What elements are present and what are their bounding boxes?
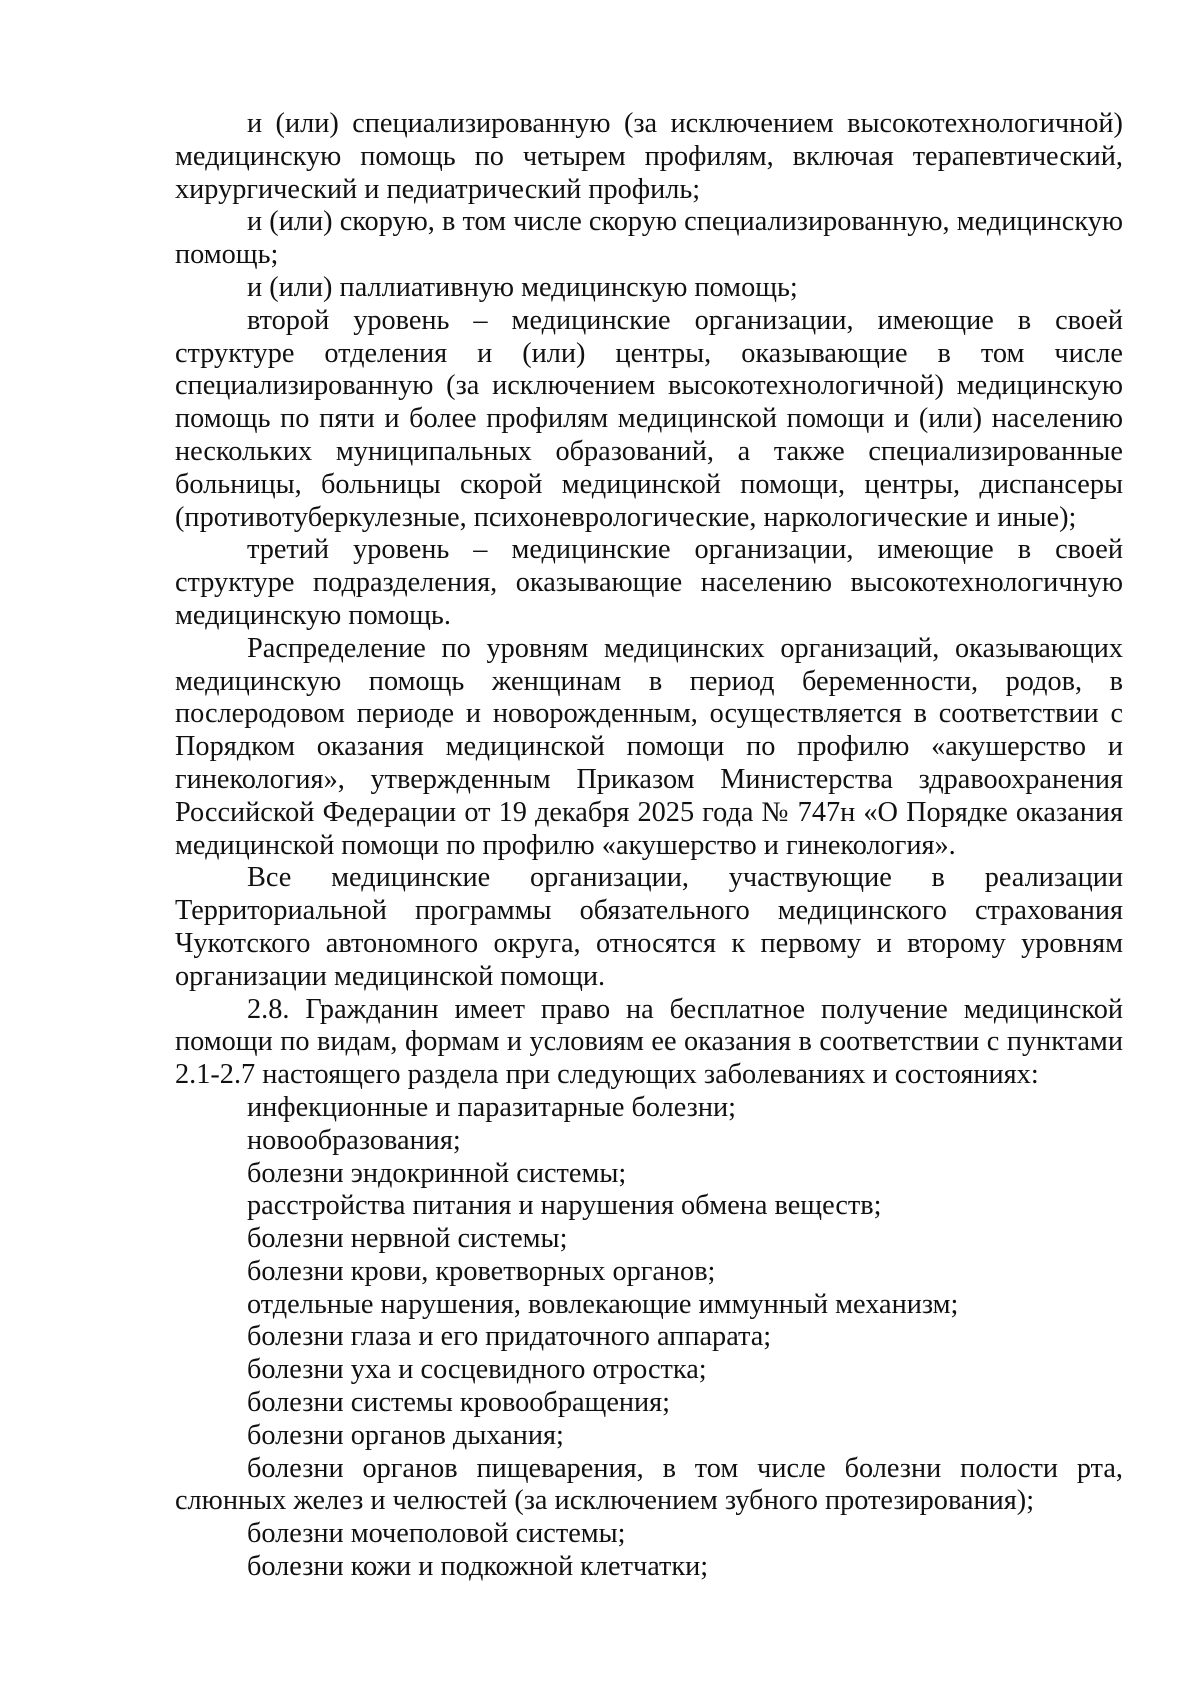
paragraph-emergency-care: и (или) скорую, в том числе скорую специализированную, медицинскую помощь; bbox=[175, 206, 1123, 271]
list-item: болезни органов дыхания; bbox=[247, 1419, 564, 1451]
paragraph-second-level: второй уровень – медицинские организации, имеющие в своей структуре отделения и (или) центры, оказывающие в том числе специализированную (за исключением высокотехнологичной) медицинскую помощь по пяти и более профилям медицинской помощи и (или) населению нескольких муниципальных образований, а также специализированные больницы, больницы скорой медицинской помощи, центры, диспансеры (противотуберкулезные, психоневрологические, наркологические и иные); bbox=[175, 304, 1123, 533]
paragraph-oms-organizations: Все медицинские организации, участвующие в реализации Территориальной программы обязательного медицинского страхования Чукотского автономного округа, относятся к первому и второму уровням организации медицинской помощи. bbox=[175, 862, 1123, 992]
list-item: болезни глаза и его придаточного аппарата; bbox=[247, 1321, 772, 1353]
list-item: болезни нервной системы; bbox=[247, 1223, 568, 1255]
list-item: расстройства питания и нарушения обмена веществ; bbox=[247, 1190, 882, 1222]
list-item: болезни крови, кроветворных органов; bbox=[247, 1255, 716, 1287]
diseases-list bbox=[175, 1092, 1123, 1584]
list-item: отдельные нарушения, вовлекающие иммунный механизм; bbox=[247, 1288, 959, 1320]
list-item: инфекционные и паразитарные болезни; bbox=[247, 1091, 736, 1123]
paragraph-palliative-care: и (или) паллиативную медицинскую помощь; bbox=[247, 271, 798, 303]
paragraph-specialized-care: и (или) специализированную (за исключением высокотехнологичной) медицинскую помощь по четырем профилям, включая терапевтический, хирургический и педиатрический профиль; bbox=[175, 108, 1123, 205]
list-item: новообразования; bbox=[247, 1124, 461, 1156]
paragraph-third-level: третий уровень – медицинские организации, имеющие в своей структуре подразделения, оказывающие населению высокотехнологичную медицинскую помощь. bbox=[175, 534, 1123, 631]
document-page bbox=[175, 108, 1123, 1584]
list-item: болезни кожи и подкожной клетчатки; bbox=[247, 1551, 709, 1583]
list-item-digestive: болезни органов пищеварения, в том числе болезни полости рта, слюнных желез и челюстей (за исключением зубного протезирования); bbox=[175, 1452, 1123, 1517]
list-item: болезни системы кровообращения; bbox=[247, 1387, 671, 1419]
paragraph-section-2-8: 2.8. Гражданин имеет право на бесплатное получение медицинской помощи по видам, формам и условиям ее оказания в соответствии с пунктами 2.1-2.7 настоящего раздела при следующих заболеваниях и состояниях: bbox=[175, 993, 1123, 1091]
paragraph-obstetrics-distribution: Распределение по уровням медицинских организаций, оказывающих медицинскую помощь женщинам в период беременности, родов, в послеродовом периоде и новорожденным, осуществляется в соответствии с Порядком оказания медицинской помощи по профилю «акушерство и гинекология», утвержденным Приказом Министерства здравоохранения Российской Федерации от 19 декабря 2025 года № 747н «О Порядке оказания медицинской помощи по профилю «акушерство и гинекология». bbox=[175, 632, 1123, 861]
list-item: болезни эндокринной системы; bbox=[247, 1157, 627, 1189]
list-item: болезни уха и сосцевидного отростка; bbox=[247, 1354, 707, 1386]
list-item: болезни мочеполовой системы; bbox=[247, 1518, 626, 1550]
